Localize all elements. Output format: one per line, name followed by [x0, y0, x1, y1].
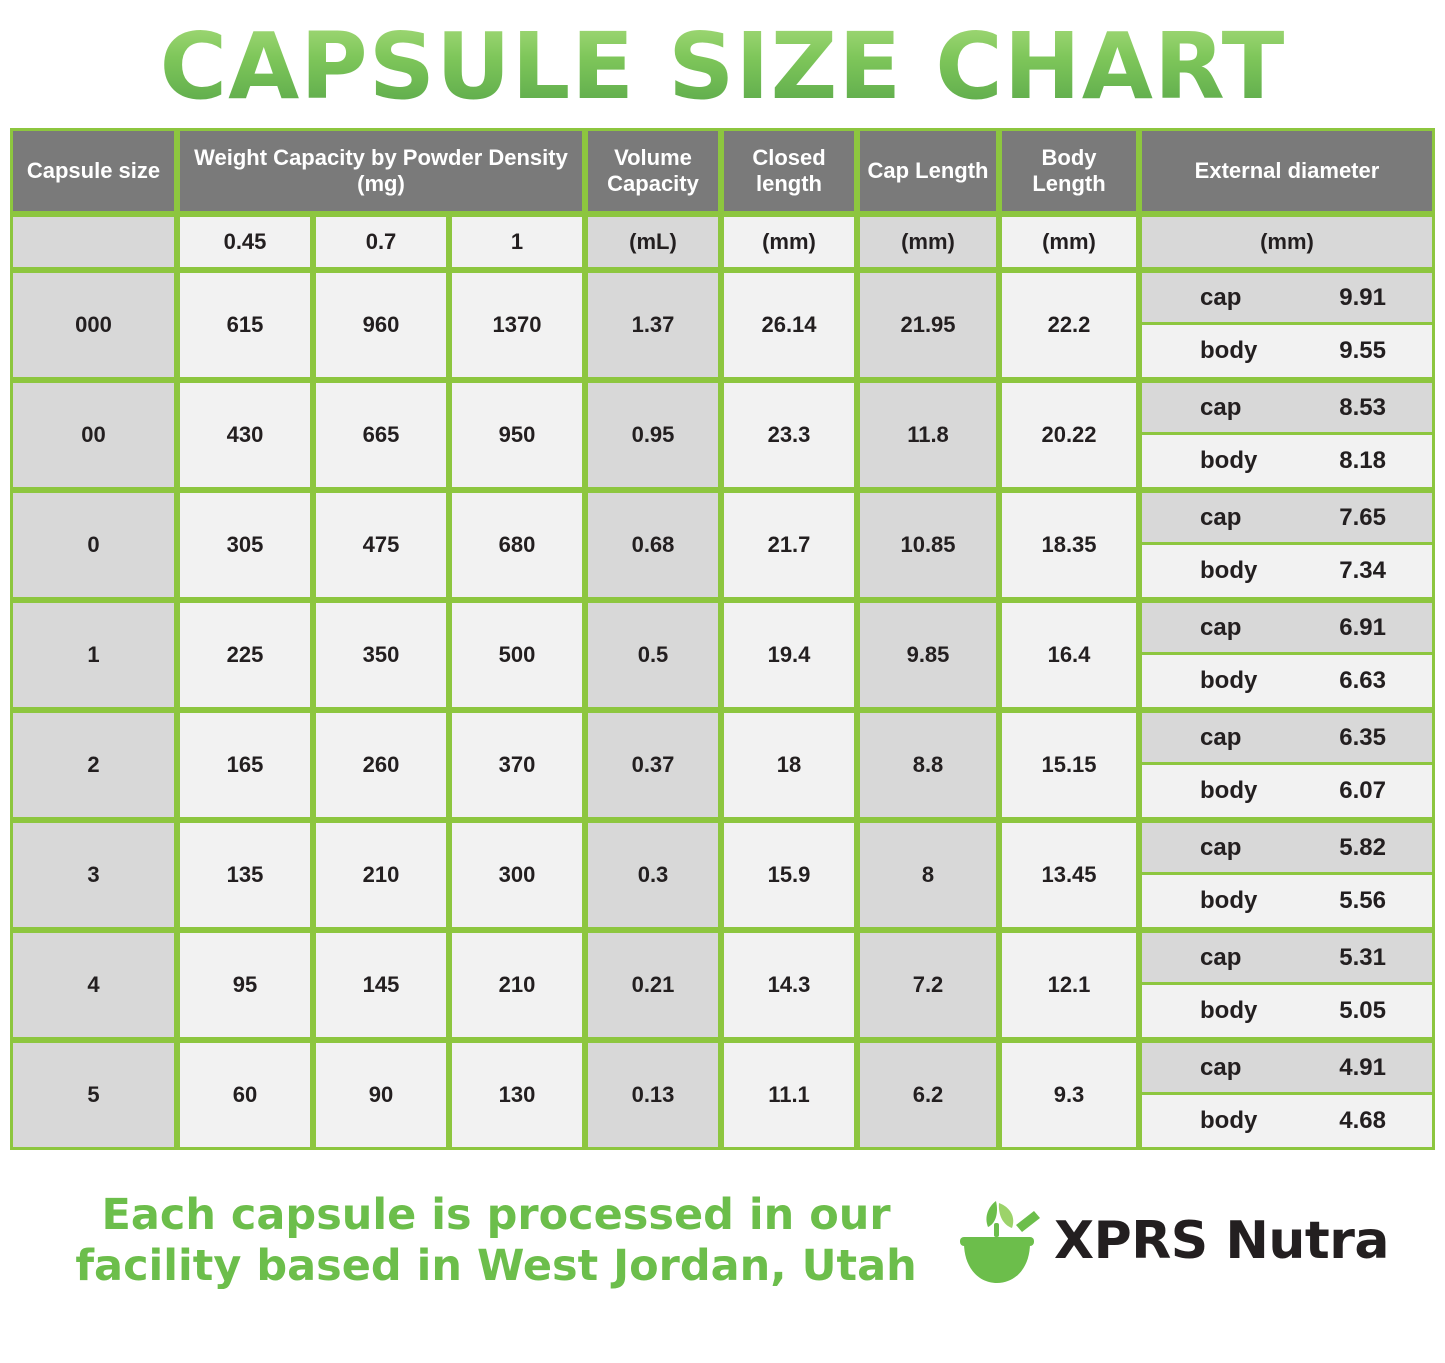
cell-capsule-size: 1: [10, 600, 177, 710]
cell-density-1: 130: [449, 1040, 585, 1150]
cell-cap-length: 6.2: [857, 1040, 999, 1150]
ext-cap-value: 8.53: [1339, 393, 1386, 421]
ext-body-line: [1142, 435, 1432, 487]
cell-closed-length: 21.7: [721, 490, 857, 600]
ext-cap-label: cap: [1200, 833, 1242, 861]
cell-cap-length: 8.8: [857, 710, 999, 820]
cell-density-1: 210: [449, 930, 585, 1040]
cell-capsule-size: 0: [10, 490, 177, 600]
cell-body-length: 20.22: [999, 380, 1139, 490]
cell-volume: 0.21: [585, 930, 721, 1040]
cell-body-length: 15.15: [999, 710, 1139, 820]
ext-cap-label: cap: [1200, 723, 1242, 751]
ext-cap-line: [1142, 713, 1432, 765]
header-volume-capacity: Volume Capacity: [585, 128, 721, 214]
units-density-1: 1: [449, 214, 585, 270]
cell-closed-length: 23.3: [721, 380, 857, 490]
capsule-size-table: [10, 128, 1435, 1150]
cell-density-07: 475: [313, 490, 449, 600]
page-title-container: [0, 0, 1445, 128]
cell-external-diameter: [1139, 270, 1435, 380]
cell-density-1: 370: [449, 710, 585, 820]
table-row: [10, 820, 1435, 930]
cell-density-045: 430: [177, 380, 313, 490]
ext-cap-line: [1142, 1043, 1432, 1095]
ext-cap-value: 5.82: [1339, 833, 1386, 861]
ext-body-value: 6.63: [1339, 667, 1386, 694]
cell-body-length: 13.45: [999, 820, 1139, 930]
cell-density-045: 95: [177, 930, 313, 1040]
cell-capsule-size: 4: [10, 930, 177, 1040]
ext-body-value: 4.68: [1339, 1107, 1386, 1134]
page-title: CAPSULE SIZE CHART: [159, 13, 1286, 120]
units-density-045: 0.45: [177, 214, 313, 270]
cell-density-1: 950: [449, 380, 585, 490]
ext-body-line: [1142, 325, 1432, 377]
ext-body-value: 5.05: [1339, 997, 1386, 1024]
ext-body-line: [1142, 985, 1432, 1037]
ext-body-line: [1142, 875, 1432, 927]
ext-cap-label: cap: [1200, 393, 1242, 421]
ext-body-line: [1142, 545, 1432, 597]
ext-body-label: body: [1200, 447, 1258, 474]
cell-volume: 1.37: [585, 270, 721, 380]
table-row: [10, 270, 1435, 380]
cell-cap-length: 21.95: [857, 270, 999, 380]
cell-body-length: 16.4: [999, 600, 1139, 710]
ext-body-label: body: [1200, 997, 1258, 1024]
units-cap-length: (mm): [857, 214, 999, 270]
ext-cap-label: cap: [1200, 613, 1242, 641]
cell-density-1: 680: [449, 490, 585, 600]
units-density-07: 0.7: [313, 214, 449, 270]
cell-density-07: 960: [313, 270, 449, 380]
units-capsule-size: [10, 214, 177, 270]
ext-body-line: [1142, 655, 1432, 707]
cell-density-045: 165: [177, 710, 313, 820]
cell-body-length: 9.3: [999, 1040, 1139, 1150]
cell-cap-length: 8: [857, 820, 999, 930]
ext-body-value: 9.55: [1339, 337, 1386, 364]
table-header-row: [10, 128, 1435, 214]
ext-body-label: body: [1200, 777, 1258, 804]
cell-body-length: 18.35: [999, 490, 1139, 600]
ext-body-line: [1142, 765, 1432, 817]
cell-volume: 0.3: [585, 820, 721, 930]
units-closed-length: (mm): [721, 214, 857, 270]
chart-table-container: [0, 128, 1445, 1150]
cell-density-045: 615: [177, 270, 313, 380]
cell-density-07: 145: [313, 930, 449, 1040]
ext-cap-value: 4.91: [1339, 1053, 1386, 1081]
cell-volume: 0.5: [585, 600, 721, 710]
cell-density-1: 1370: [449, 270, 585, 380]
cell-closed-length: 11.1: [721, 1040, 857, 1150]
cell-cap-length: 7.2: [857, 930, 999, 1040]
header-closed-length: Closed length: [721, 128, 857, 214]
cell-density-07: 260: [313, 710, 449, 820]
brand-lockup: [954, 1195, 1389, 1287]
cell-external-diameter: [1139, 380, 1435, 490]
brand-name: XPRS Nutra: [1054, 1211, 1389, 1271]
ext-cap-value: 6.35: [1339, 723, 1386, 751]
cell-density-07: 90: [313, 1040, 449, 1150]
cell-density-045: 305: [177, 490, 313, 600]
ext-cap-value: 7.65: [1339, 503, 1386, 531]
table-row: [10, 1040, 1435, 1150]
ext-cap-value: 9.91: [1339, 283, 1386, 311]
ext-body-label: body: [1200, 557, 1258, 584]
footer: [0, 1166, 1445, 1316]
table-row: [10, 930, 1435, 1040]
ext-cap-label: cap: [1200, 283, 1242, 311]
cell-density-045: 135: [177, 820, 313, 930]
ext-body-label: body: [1200, 1107, 1258, 1134]
ext-body-value: 5.56: [1339, 887, 1386, 914]
ext-body-value: 7.34: [1339, 557, 1386, 584]
ext-body-line: [1142, 1095, 1432, 1147]
cell-volume: 0.13: [585, 1040, 721, 1150]
cell-external-diameter: [1139, 710, 1435, 820]
cell-closed-length: 15.9: [721, 820, 857, 930]
ext-cap-line: [1142, 823, 1432, 875]
ext-cap-line: [1142, 383, 1432, 435]
ext-cap-line: [1142, 603, 1432, 655]
ext-cap-label: cap: [1200, 1053, 1242, 1081]
footer-tagline: Each capsule is processed in our facility based in West Jordan, Utah: [75, 1190, 917, 1291]
cell-closed-length: 18: [721, 710, 857, 820]
ext-body-value: 8.18: [1339, 447, 1386, 474]
header-body-length: Body Length: [999, 128, 1139, 214]
header-weight-capacity: Weight Capacity by Powder Density (mg): [177, 128, 585, 214]
table-row: [10, 710, 1435, 820]
cell-volume: 0.95: [585, 380, 721, 490]
cell-capsule-size: 5: [10, 1040, 177, 1150]
ext-body-label: body: [1200, 337, 1258, 364]
ext-cap-line: [1142, 933, 1432, 985]
cell-closed-length: 14.3: [721, 930, 857, 1040]
cell-density-07: 350: [313, 600, 449, 710]
ext-cap-label: cap: [1200, 943, 1242, 971]
cell-body-length: 22.2: [999, 270, 1139, 380]
cell-closed-length: 26.14: [721, 270, 857, 380]
cell-volume: 0.68: [585, 490, 721, 600]
header-external-diameter: External diameter: [1139, 128, 1435, 214]
cell-cap-length: 10.85: [857, 490, 999, 600]
header-capsule-size: Capsule size: [10, 128, 177, 214]
header-cap-length: Cap Length: [857, 128, 999, 214]
cell-capsule-size: 3: [10, 820, 177, 930]
ext-body-label: body: [1200, 887, 1258, 914]
cell-density-045: 225: [177, 600, 313, 710]
cell-closed-length: 19.4: [721, 600, 857, 710]
units-volume: (mL): [585, 214, 721, 270]
cell-cap-length: 11.8: [857, 380, 999, 490]
cell-external-diameter: [1139, 820, 1435, 930]
cell-capsule-size: 000: [10, 270, 177, 380]
table-row: [10, 600, 1435, 710]
cell-density-1: 500: [449, 600, 585, 710]
cell-external-diameter: [1139, 1040, 1435, 1150]
cell-external-diameter: [1139, 490, 1435, 600]
table-row: [10, 490, 1435, 600]
cell-external-diameter: [1139, 930, 1435, 1040]
units-body-length: (mm): [999, 214, 1139, 270]
mortar-and-pestle-leaf-icon: [954, 1195, 1040, 1287]
units-external-diameter: (mm): [1139, 214, 1435, 270]
ext-body-label: body: [1200, 667, 1258, 694]
ext-body-value: 6.07: [1339, 777, 1386, 804]
table-units-row: [10, 214, 1435, 270]
ext-cap-line: [1142, 273, 1432, 325]
ext-cap-value: 6.91: [1339, 613, 1386, 641]
cell-density-07: 665: [313, 380, 449, 490]
cell-external-diameter: [1139, 600, 1435, 710]
ext-cap-value: 5.31: [1339, 943, 1386, 971]
cell-body-length: 12.1: [999, 930, 1139, 1040]
cell-density-045: 60: [177, 1040, 313, 1150]
cell-volume: 0.37: [585, 710, 721, 820]
cell-capsule-size: 2: [10, 710, 177, 820]
cell-cap-length: 9.85: [857, 600, 999, 710]
ext-cap-label: cap: [1200, 503, 1242, 531]
cell-capsule-size: 00: [10, 380, 177, 490]
ext-cap-line: [1142, 493, 1432, 545]
cell-density-07: 210: [313, 820, 449, 930]
cell-density-1: 300: [449, 820, 585, 930]
table-row: [10, 380, 1435, 490]
